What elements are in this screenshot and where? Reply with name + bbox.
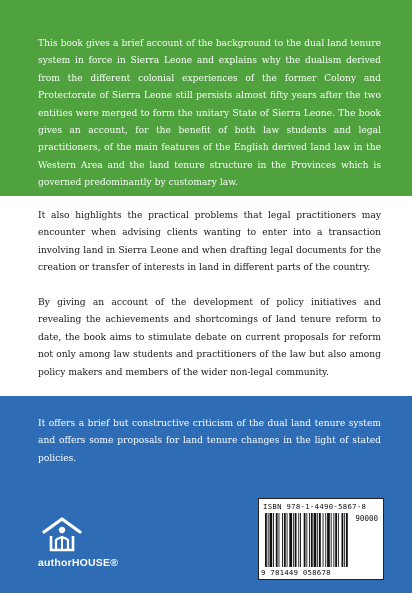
barcode-bar: [284, 513, 286, 567]
barcode-bar: [346, 513, 348, 567]
barcode-bar: [268, 513, 269, 567]
barcode-bar: [265, 513, 267, 567]
barcode-bar: [276, 513, 278, 567]
barcode-bar: [298, 513, 299, 567]
barcode-bar: [342, 513, 344, 567]
barcode-bar: [306, 513, 307, 567]
publisher-name: authorHOUSE®: [38, 557, 119, 569]
barcode-bar: [323, 513, 324, 567]
barcode-bar: [331, 513, 332, 567]
blurb-paragraph-policy: By giving an account of the development of policy initiatives and revealing the achievements and shortcomings of land tenure reform to date, the book aims to stimulate debate on current proposals for reform not only among law students and practitioners of the law but also among policy makers and members of the wider non-legal community.: [38, 298, 381, 378]
authorhouse-logo-icon: [41, 516, 83, 554]
barcode-bar: [304, 513, 306, 567]
barcode-bar: [273, 513, 274, 567]
barcode-bar: [325, 513, 326, 567]
publisher-logo: [38, 516, 130, 576]
barcode-bar: [309, 513, 310, 567]
barcode-bars: [263, 513, 353, 569]
blurb-paragraph-criticism: It offers a brief but constructive criticism of the dual land tenure system and offers some proposals for land tenure changes in the light of stated policies.: [38, 419, 381, 464]
blurb-paragraph-practical-problems: It also highlights the practical problems that legal practitioners may encounter when advising clients wanting to enter into a transaction involving land in Sierra Leone and when drafting legal documents for the creation or transfer of interests in land in different parts of the country.: [38, 211, 381, 274]
barcode-bar: [289, 513, 292, 567]
isbn-barcode: [258, 498, 384, 580]
barcode-bar: [317, 513, 318, 567]
ean-digits: 9 781449 058678: [261, 568, 331, 577]
barcode-bar: [311, 513, 313, 567]
barcode-bar: [319, 513, 321, 567]
barcode-bar: [314, 513, 317, 567]
barcode-bar: [327, 513, 330, 567]
barcode-bar: [287, 513, 288, 567]
price-code: 90000: [355, 514, 378, 523]
barcode-bar: [333, 513, 334, 567]
barcode-bar: [293, 513, 294, 567]
blurb-paragraph-intro: This book gives a brief account of the background to the dual land tenure system in force in Sierra Leone and explains why the dualism derived from the different colonial experiences of the former Colony and Protectorate of Sierra Leone still persists almost fifty years after the two entities were merged to form the unitary State of Sierra Leone. The book gives an account, for the benefit of both law students and legal practitioners, of the main features of the English derived land law in the Western Area and the land tenure structure in the Provinces which is governed predominantly by customary law.: [38, 39, 381, 189]
barcode-bar: [279, 513, 280, 567]
barcode-bar: [270, 513, 273, 567]
barcode-bar: [282, 513, 283, 567]
barcode-bar: [338, 513, 339, 567]
barcode-bar: [300, 513, 301, 567]
isbn-label: ISBN 978-1-4490-5867-8: [263, 502, 367, 511]
barcode-bar: [295, 513, 297, 567]
barcode-bar: [335, 513, 337, 567]
barcode-bar: [344, 513, 345, 567]
